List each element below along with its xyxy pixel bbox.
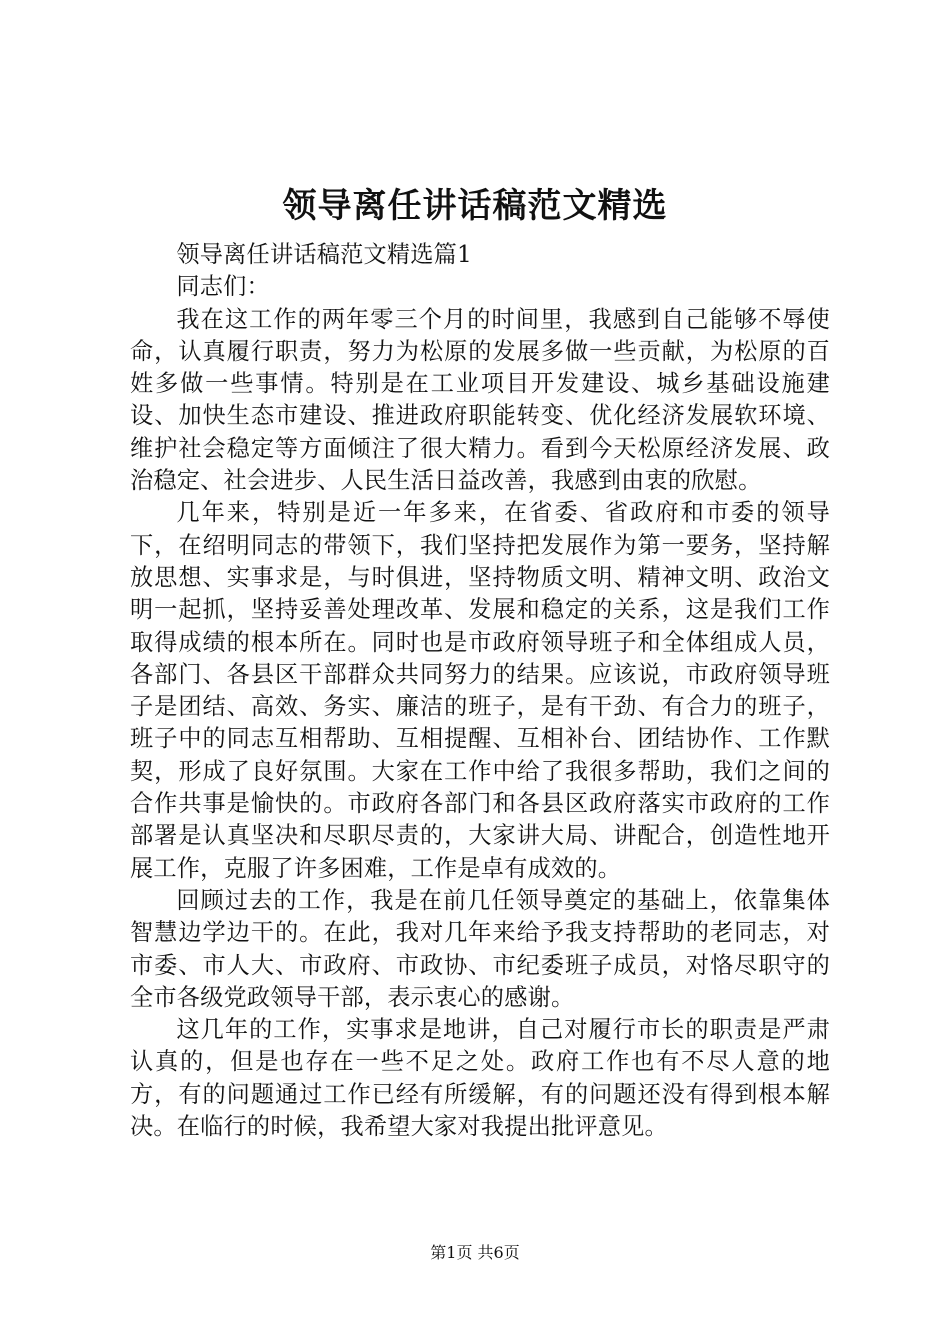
body-paragraph-1: 我在这工作的两年零三个月的时间里，我感到自己能够不辱使命，认真履行职责，努力为松原的发展多做一些贡献，为松原的百姓多做一些事情。特别是在工业项目开发建设、城乡基础设施建设、加快生态市建设、推进政府职能转变、优化经济发展软环境、维护社会稳定等方面倾注了很大精力。看到今天松原经济发展、政治稳定、社会进步、人民生活日益改善，我感到由衷的欣慰。	[130, 305, 830, 495]
body-paragraph-4: 这几年的工作，实事求是地讲，自己对履行市长的职责是严肃认真的，但是也存在一些不足之处。政府工作也有不尽人意的地方，有的问题通过工作已经有所缓解，有的问题还没有得到根本解决。在临行的时候，我希望大家对我提出批评意见。	[130, 1016, 830, 1141]
page-number-footer: 第1页 共6页	[430, 1243, 520, 1262]
section-subtitle: 领导离任讲话稿范文精选篇1	[176, 241, 472, 268]
document-title: 领导离任讲话稿范文精选	[282, 186, 668, 226]
body-paragraph-2: 几年来，特别是近一年多来，在省委、省政府和市委的领导下，在绍明同志的带领下，我们坚持把发展作为第一要务，坚持解放思想、实事求是，与时俱进，坚持物质文明、精神文明、政治文明一起抓，坚持妥善处理改革、发展和稳定的关系，这是我们工作取得成绩的根本所在。同时也是市政府领导班子和全体组成人员，各部门、各县区干部群众共同努力的结果。应该说，市政府领导班子是团结、高效、务实、廉洁的班子，是有干劲、有合力的班子，班子中的同志互相帮助、互相提醒、互相补台、团结协作、工作默契，形成了良好氛围。大家在工作中给了我很多帮助，我们之间的合作共事是愉快的。市政府各部门和各县区政府落实市政府的工作部署是认真坚决和尽职尽责的，大家讲大局、讲配合，创造性地开展工作，克服了许多困难，工作是卓有成效的。	[130, 499, 830, 882]
document-body	[130, 239, 830, 1143]
salutation: 同志们：	[176, 273, 270, 301]
body-paragraph-3: 回顾过去的工作，我是在前几任领导奠定的基础上，依靠集体智慧边学边干的。在此，我对几年来给予我支持帮助的老同志，对市委、市人大、市政府、市政协、市纪委班子成员，对恪尽职守的全市各级党政领导干部，表示衷心的感谢。	[130, 886, 830, 1011]
